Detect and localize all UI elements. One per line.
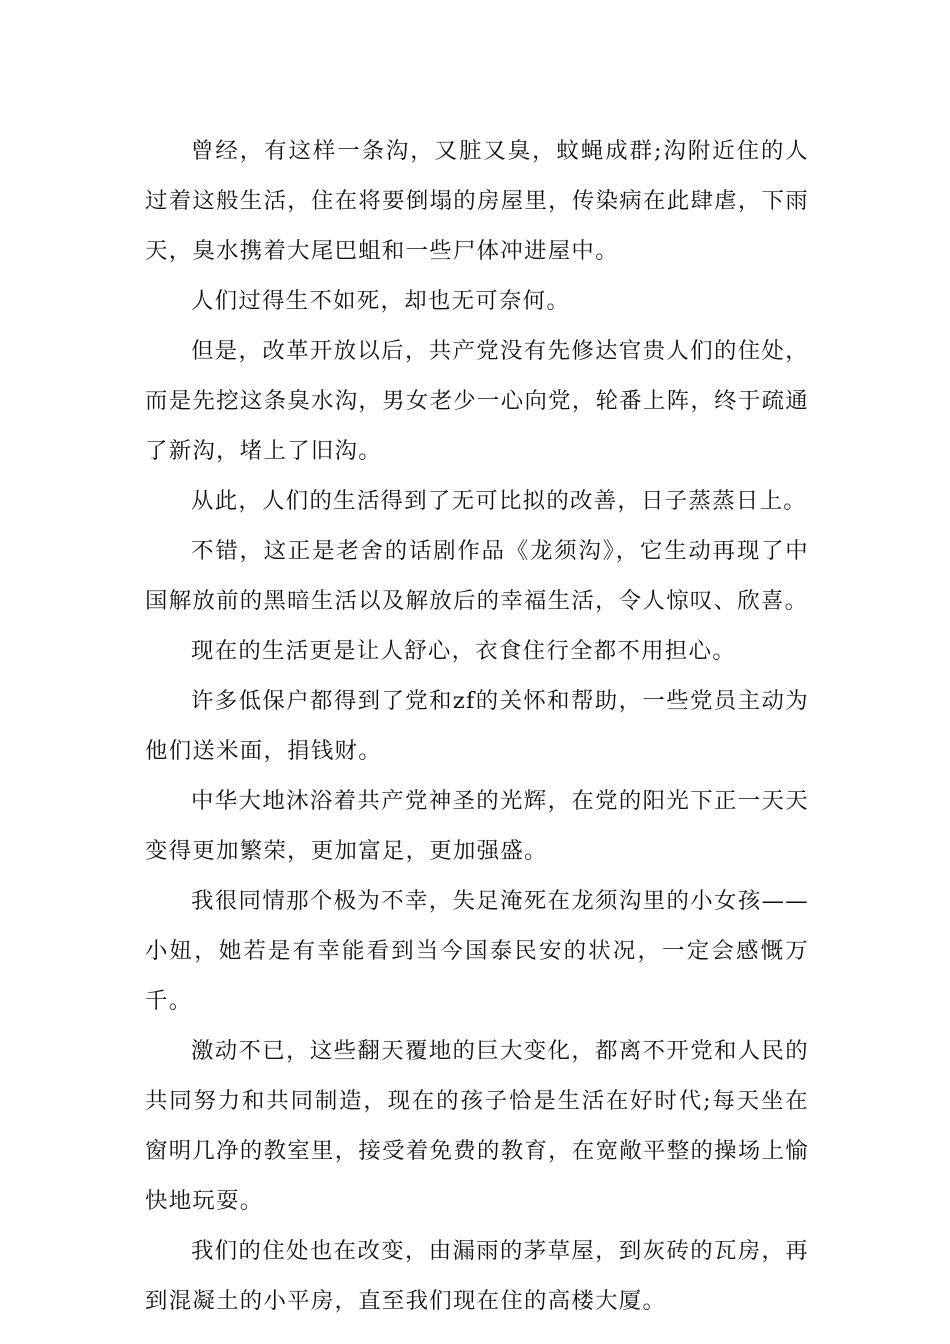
paragraph: 人们过得生不如死，却也无可奈何。: [191, 288, 571, 314]
paragraph: 从此，人们的生活得到了无可比拟的改善，日子蒸蒸日上。: [191, 488, 807, 514]
paragraph: 曾经，有这样一条沟，又脏又臭，蚊蝇成群;沟附近住的人过着这般生活，住在将要倒塌的房屋里，传染病在此肆虐，下雨天，臭水携着大尾巴蛆和一些尸体冲进屋中。: [145, 138, 809, 264]
paragraph: 但是，改革开放以后，共产党没有先修达官贵人们的住处，而是先挖这条臭水沟，男女老少一心向党，轮番上阵，终于疏通了新沟，堵上了旧沟。: [145, 338, 809, 464]
paragraph: 激动不已，这些翻天覆地的巨大变化，都离不开党和人民的共同努力和共同制造，现在的孩子恰是生活在好时代;每天坐在窗明几净的教室里，接受着免费的教育，在宽敞平整的操场上愉快地玩耍。: [145, 1038, 809, 1214]
paragraph: 中华大地沐浴着共产党神圣的光辉，在党的阳光下正一天天变得更加繁荣，更加富足，更加强盛。: [145, 788, 809, 864]
paragraph: 许多低保户都得到了党和zf的关怀和帮助，一些党员主动为他们送米面，捐钱财。: [145, 688, 809, 764]
paragraph: 我很同情那个极为不幸，失足淹死在龙须沟里的小女孩——小妞，她若是有幸能看到当今国泰民安的状况，一定会感慨万千。: [145, 888, 809, 1014]
paragraph: 现在的生活更是让人舒心，衣食住行全都不用担心。: [191, 638, 736, 664]
paragraph: 我们的住处也在改变，由漏雨的茅草屋，到灰砖的瓦房，再到混凝土的小平房，直至我们现在住的高楼大厦。: [145, 1238, 809, 1314]
document-body: [145, 126, 809, 1326]
paragraph: 不错，这正是老舍的话剧作品《龙须沟》，它生动再现了中国解放前的黑暗生活以及解放后的幸福生活，令人惊叹、欣喜。: [145, 538, 809, 614]
